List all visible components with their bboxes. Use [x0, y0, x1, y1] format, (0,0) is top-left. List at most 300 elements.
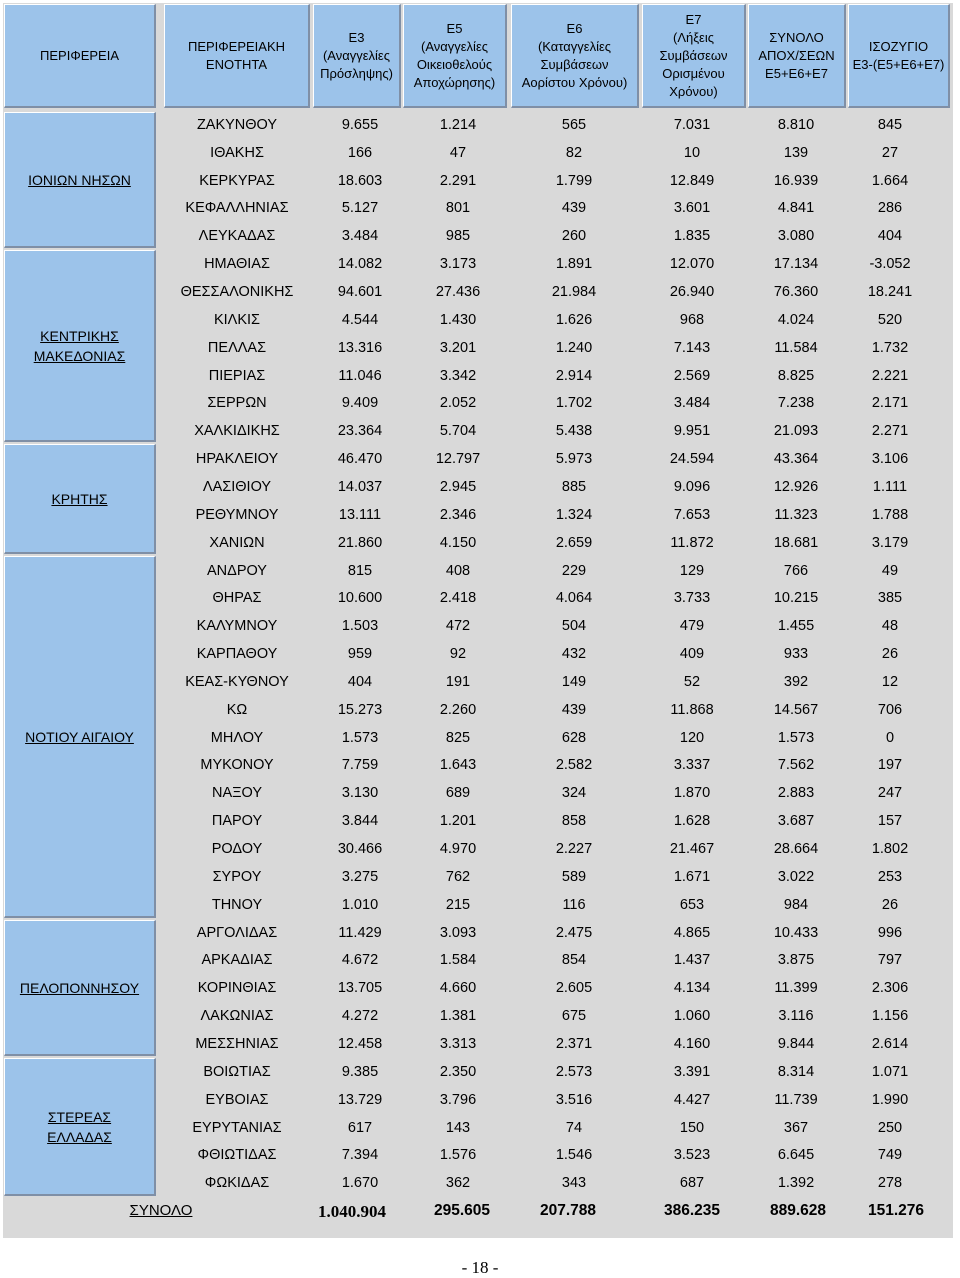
table-cell: 4.134 [673, 980, 711, 997]
unit-name: ΚΕΦΑΛΛΗΝΙΑΣ [185, 200, 289, 217]
unit-name: ΘΕΣΣΑΛΟΝΙΚΗΣ [180, 284, 294, 301]
table-cell: 3.022 [777, 868, 815, 885]
unit-name: ΑΝΔΡΟΥ [207, 562, 267, 579]
table-cell: 6.645 [777, 1147, 815, 1164]
table-cell: 5.438 [555, 423, 593, 440]
table-cell: 3.391 [673, 1063, 711, 1080]
table-cell: 7.031 [673, 116, 711, 133]
table-cell: 116 [562, 896, 586, 913]
table-cell: 21.860 [337, 534, 383, 551]
unit-name: ΧΑΝΙΩΝ [209, 534, 265, 551]
table-cell: 1.702 [555, 395, 593, 412]
table-cell: 1.802 [871, 841, 909, 858]
table-cell: 23.364 [337, 423, 383, 440]
table-cell: 13.705 [337, 980, 383, 997]
table-cell: 11.399 [774, 980, 818, 997]
table-row [160, 501, 950, 529]
table-cell: 4.865 [673, 924, 711, 941]
table-cell: 12.797 [435, 451, 481, 468]
table-cell: 3.484 [673, 395, 711, 412]
table-cell: 253 [877, 868, 903, 885]
unit-name: ΚΩ [226, 701, 248, 718]
table-cell: 2.171 [871, 395, 909, 412]
table-cell: 1.626 [555, 311, 593, 328]
header-cell: ΠΕΡΙΦΕΡΕΙΑΚΗ ΕΝΟΤΗΤΑ [164, 4, 310, 108]
table-row [160, 1030, 950, 1058]
table-cell: 1.799 [555, 172, 593, 189]
region-name: ΚΕΝΤΡΙΚΗΣ ΜΑΚΕΔΟΝΙΑΣ [33, 327, 126, 364]
table-cell: 985 [445, 228, 471, 245]
unit-name: ΚΑΛΥΜΝΟΥ [196, 618, 278, 635]
table-row [160, 473, 950, 501]
table-cell: 21.093 [773, 423, 819, 440]
table-cell: 278 [877, 1175, 903, 1192]
table-cell: 766 [783, 562, 809, 579]
table-cell: 250 [877, 1119, 903, 1136]
table-row [160, 111, 950, 139]
table-cell: 3.106 [871, 451, 909, 468]
unit-name: ΣΥΡΟΥ [212, 868, 262, 885]
table-cell: 10.433 [773, 924, 819, 941]
unit-name: ΝΑΞΟΥ [211, 785, 263, 802]
table-cell: 653 [679, 896, 705, 913]
table-cell: 749 [877, 1147, 903, 1164]
table-cell: 3.080 [777, 228, 815, 245]
table-cell: 3.313 [439, 1035, 477, 1052]
table-cell: 1.990 [871, 1091, 909, 1108]
unit-name: ΛΕΥΚΑΔΑΣ [198, 228, 276, 245]
table-row [160, 250, 950, 278]
table-cell: 4.544 [341, 311, 379, 328]
table-row [160, 612, 950, 640]
total-e5: 295.605 [433, 1202, 491, 1219]
unit-name: ΠΕΛΛΑΣ [207, 339, 267, 356]
table-cell: 1.392 [777, 1175, 815, 1192]
header-cell: Ε3 (Αναγγελίες Πρόσληψης) [313, 4, 401, 108]
table-cell: 82 [565, 144, 583, 161]
table-cell: 11.868 [670, 701, 714, 718]
table-cell: 139 [783, 144, 809, 161]
table-cell: 385 [877, 590, 903, 607]
table-row [160, 334, 950, 362]
table-cell: 157 [877, 813, 903, 830]
table-cell: 3.796 [439, 1091, 477, 1108]
table-cell: 197 [877, 757, 903, 774]
table-cell: 1.584 [439, 952, 477, 969]
table-cell: 3.130 [341, 785, 379, 802]
table-cell: 404 [347, 673, 373, 690]
table-cell: 2.569 [673, 367, 711, 384]
table-cell: 1.891 [555, 256, 593, 273]
table-cell: 1.573 [777, 729, 815, 746]
table-cell: 3.116 [778, 1008, 814, 1025]
table-row [160, 557, 950, 585]
table-cell: 2.346 [439, 506, 477, 523]
table-cell: 1.430 [439, 311, 477, 328]
table-cell: 7.562 [777, 757, 815, 774]
table-cell: 628 [561, 729, 587, 746]
unit-name: ΜΥΚΟΝΟΥ [200, 757, 274, 774]
table-cell: 2.271 [871, 423, 909, 440]
table-cell: 11.046 [338, 367, 382, 384]
table-cell: 3.523 [673, 1147, 711, 1164]
table-row [160, 1086, 950, 1114]
table-cell: 13.729 [337, 1091, 383, 1108]
table-cell: 4.160 [673, 1035, 711, 1052]
table-row [160, 947, 950, 975]
table-cell: 18.603 [337, 172, 383, 189]
table-cell: 7.394 [341, 1147, 379, 1164]
table-cell: 589 [561, 868, 587, 885]
table-cell: 129 [679, 562, 705, 579]
table-cell: 959 [347, 646, 373, 663]
table-cell: 46.470 [337, 451, 383, 468]
table-cell: 1.214 [439, 116, 477, 133]
table-cell: 675 [561, 1008, 587, 1025]
header-cell: Ε5 (Αναγγελίες Οικειοθελούς Αποχώρησης) [403, 4, 507, 108]
total-balance: 151.276 [867, 1202, 925, 1219]
table-cell: 30.466 [337, 841, 383, 858]
table-cell: 885 [561, 478, 587, 495]
unit-name: ΕΥΡΥΤΑΝΙΑΣ [192, 1119, 282, 1136]
table-cell: 2.371 [555, 1035, 593, 1052]
unit-name: ΦΩΚΙΔΑΣ [204, 1175, 270, 1192]
table-cell: 1.060 [673, 1008, 711, 1025]
table-cell: 689 [445, 785, 471, 802]
table-cell: 7.143 [673, 339, 711, 356]
table-cell: 367 [783, 1119, 809, 1136]
table-cell: 472 [445, 618, 471, 635]
table-cell: 324 [561, 785, 587, 802]
table-cell: 984 [783, 896, 809, 913]
header-cell: Ε6 (Καταγγελίες Συμβάσεων Αορίστου Χρόνου) [511, 4, 639, 108]
table-cell: 479 [679, 618, 705, 635]
table-cell: 408 [445, 562, 471, 579]
table-cell: 2.260 [439, 701, 477, 718]
table-cell: 14.037 [337, 478, 383, 495]
table-cell: 11.429 [338, 924, 382, 941]
table-row [160, 362, 950, 390]
table-cell: 845 [877, 116, 903, 133]
table-cell: 9.096 [673, 478, 711, 495]
table-row [160, 919, 950, 947]
table-cell: 1.576 [439, 1147, 477, 1164]
table-cell: 854 [561, 952, 587, 969]
table-cell: 4.841 [777, 200, 815, 217]
table-cell: 260 [561, 228, 587, 245]
table-cell: 3.337 [673, 757, 711, 774]
table-cell: 4.064 [555, 590, 593, 607]
table-cell: 7.238 [777, 395, 815, 412]
table-cell: 52 [683, 673, 701, 690]
table-row [160, 1114, 950, 1142]
unit-name: ΧΑΛΚΙΔΙΚΗΣ [194, 423, 280, 440]
table-cell: 215 [445, 896, 471, 913]
table-cell: 47 [449, 144, 467, 161]
table-cell: 10.600 [337, 590, 383, 607]
unit-name: ΤΗΝΟΥ [211, 896, 263, 913]
table-cell: 1.732 [871, 339, 909, 356]
table-cell: 432 [561, 646, 587, 663]
table-cell: 7.653 [673, 506, 711, 523]
table-cell: 14.567 [773, 701, 819, 718]
table-row [160, 668, 950, 696]
table-cell: 149 [561, 673, 587, 690]
table-cell: 24.594 [669, 451, 715, 468]
table-cell: 1.010 [341, 896, 379, 913]
table-cell: 16.939 [773, 172, 819, 189]
table-cell: 92 [449, 646, 467, 663]
region-cell [4, 920, 156, 1056]
table-cell: 1.670 [341, 1175, 379, 1192]
unit-name: ΚΟΡΙΝΘΙΑΣ [197, 980, 277, 997]
table-row [160, 1002, 950, 1030]
table-cell: 9.951 [673, 423, 711, 440]
region-name: ΙΟΝΙΩΝ ΝΗΣΩΝ [28, 171, 131, 188]
table-cell: 26.940 [669, 284, 715, 301]
table-cell: 13.111 [338, 506, 382, 523]
table-cell: 11.872 [670, 534, 714, 551]
table-cell: 504 [561, 618, 587, 635]
table-cell: 94.601 [337, 284, 383, 301]
unit-name: ΜΕΣΣΗΝΙΑΣ [195, 1035, 279, 1052]
table-cell: 13.316 [337, 339, 383, 356]
table-row [160, 891, 950, 919]
unit-name: ΗΜΑΘΙΑΣ [204, 256, 270, 273]
table-cell: 26 [881, 646, 899, 663]
table-row [160, 139, 950, 167]
unit-name: ΚΑΡΠΑΘΟΥ [196, 646, 278, 663]
table-cell: 2.659 [555, 534, 593, 551]
table-cell: 404 [877, 228, 903, 245]
table-cell: 8.825 [777, 367, 815, 384]
table-cell: 1.643 [439, 757, 477, 774]
total-label: ΣΥΝΟΛΟ [129, 1202, 193, 1219]
table-cell: 2.573 [555, 1063, 593, 1080]
table-cell: 3.844 [341, 813, 379, 830]
table-cell: 12.458 [337, 1035, 383, 1052]
unit-name: ΑΡΚΑΔΙΑΣ [201, 952, 273, 969]
unit-name: ΚΙΛΚΙΣ [213, 311, 261, 328]
table-cell: 1.201 [439, 813, 477, 830]
table-cell: 1.111 [872, 478, 908, 495]
table-cell: 1.503 [341, 618, 379, 635]
table-cell: 617 [347, 1119, 373, 1136]
table-cell: 2.945 [439, 478, 477, 495]
table-row [160, 974, 950, 1002]
table-cell: 3.173 [439, 256, 477, 273]
table-row [160, 752, 950, 780]
unit-name: ΑΡΓΟΛΙΔΑΣ [196, 924, 278, 941]
table-cell: 3.601 [673, 200, 711, 217]
table-row [160, 779, 950, 807]
table-cell: 1.437 [673, 952, 711, 969]
header-cell: Ε7 (Λήξεις Συμβάσεων Ορισμένου Χρόνου) [642, 4, 746, 108]
table-cell: 26 [881, 896, 899, 913]
table-cell: 4.272 [341, 1008, 379, 1025]
table-cell: 1.156 [871, 1008, 909, 1025]
table-cell: 1.324 [555, 506, 593, 523]
region-cell [4, 250, 156, 442]
table-cell: 996 [877, 924, 903, 941]
table-cell: 286 [877, 200, 903, 217]
table-cell: 21.467 [669, 841, 715, 858]
total-e3: 1.040.904 [318, 1202, 386, 1221]
table-cell: 7.759 [341, 757, 379, 774]
unit-name: ΗΡΑΚΛΕΙΟΥ [195, 451, 279, 468]
unit-name: ΡΟΔΟΥ [211, 841, 263, 858]
unit-name: ΠΑΡΟΥ [211, 813, 263, 830]
table-cell: 4.024 [777, 311, 815, 328]
table-cell: 439 [561, 701, 587, 718]
table-cell: 815 [347, 562, 373, 579]
header-cell: ΙΣΟΖΥΓΙΟ Ε3-(Ε5+Ε6+Ε7) [848, 4, 950, 108]
region-name: ΣΤΕΡΕΑΣ ΕΛΛΑΔΑΣ [47, 1108, 112, 1145]
table-cell: 9.655 [341, 116, 379, 133]
unit-name: ΘΗΡΑΣ [212, 590, 262, 607]
table-cell: 28.664 [773, 841, 819, 858]
table-cell: 191 [445, 673, 471, 690]
table-cell: 8.314 [777, 1063, 815, 1080]
table-cell: 12.070 [669, 256, 715, 273]
table-cell: 74 [565, 1119, 583, 1136]
table-cell: 8.810 [777, 116, 815, 133]
unit-name: ΚΕΡΚΥΡΑΣ [199, 172, 275, 189]
table-row [160, 445, 950, 473]
table-cell: 1.628 [673, 813, 711, 830]
table-cell: 18.241 [867, 284, 913, 301]
region-cell [4, 112, 156, 248]
table-cell: 18.681 [773, 534, 819, 551]
region-name: ΝΟΤΙΟΥ ΑΙΓΑΙΟΥ [25, 728, 134, 745]
table-row [160, 807, 950, 835]
table-cell: 2.227 [555, 841, 593, 858]
table-cell: 1.870 [673, 785, 711, 802]
table-row [160, 863, 950, 891]
table-cell: 858 [561, 813, 587, 830]
table-cell: 3.484 [341, 228, 379, 245]
table-cell: 9.385 [341, 1063, 379, 1080]
table-cell: 1.573 [341, 729, 379, 746]
total-e6: 207.788 [539, 1202, 597, 1219]
table-cell: 1.240 [555, 339, 593, 356]
table-cell: 3.179 [871, 534, 909, 551]
table-cell: 12.926 [773, 478, 819, 495]
unit-name: ΚΕΑΣ-ΚΥΘΝΟΥ [185, 673, 289, 690]
table-cell: 5.973 [555, 451, 593, 468]
region-cell [4, 1058, 156, 1196]
table-row [160, 417, 950, 445]
table-cell: 362 [445, 1175, 471, 1192]
table-cell: 12 [881, 673, 899, 690]
table-cell: 801 [445, 200, 471, 217]
table-cell: 2.475 [555, 924, 593, 941]
unit-name: ΖΑΚΥΝΘΟΥ [196, 116, 278, 133]
unit-name: ΣΕΡΡΩΝ [207, 395, 267, 412]
table-cell: 11.584 [774, 339, 818, 356]
table-cell: 27.436 [435, 284, 481, 301]
table-row [160, 696, 950, 724]
table-cell: 11.739 [774, 1091, 818, 1108]
table-cell: 1.455 [777, 618, 815, 635]
header-cell: ΣΥΝΟΛΟ ΑΠΟΧ/ΣΕΩΝ Ε5+Ε6+Ε7 [748, 4, 846, 108]
table-cell: 2.052 [439, 395, 477, 412]
table-cell: 2.418 [439, 590, 477, 607]
table-cell: 120 [679, 729, 705, 746]
table-cell: 4.660 [439, 980, 477, 997]
region-cell [4, 444, 156, 554]
table-cell: 14.082 [337, 256, 383, 273]
table-row [160, 1169, 950, 1197]
total-row [0, 1198, 960, 1228]
unit-name: ΙΘΑΚΗΣ [210, 144, 264, 161]
table-row [160, 640, 950, 668]
table-row [160, 529, 950, 557]
region-name: ΚΡΗΤΗΣ [51, 490, 108, 507]
table-cell: 968 [679, 311, 705, 328]
table-cell: 3.201 [439, 339, 477, 356]
table-cell: 0 [885, 729, 895, 746]
header-cell: ΠΕΡΙΦΕΡΕΙΑ [4, 4, 156, 108]
table-cell: 5.127 [341, 200, 379, 217]
table-cell: 1.835 [673, 228, 711, 245]
table-cell: 520 [877, 311, 903, 328]
table-cell: 2.291 [439, 172, 477, 189]
table-row [160, 222, 950, 250]
table-cell: 11.323 [774, 506, 818, 523]
table-row [160, 306, 950, 334]
table-cell: 143 [445, 1119, 471, 1136]
table-cell: 3.875 [777, 952, 815, 969]
unit-name: ΠΙΕΡΙΑΣ [208, 367, 266, 384]
table-cell: 3.342 [439, 367, 477, 384]
table-cell: 1.381 [439, 1008, 477, 1025]
table-cell: 76.360 [773, 284, 819, 301]
table-row [160, 1141, 950, 1169]
table-cell: 3.093 [439, 924, 477, 941]
table-cell: 1.546 [555, 1147, 593, 1164]
table-cell: 1.664 [871, 172, 909, 189]
table-cell: 392 [783, 673, 809, 690]
table-cell: 27 [881, 144, 899, 161]
total-sum: 889.628 [769, 1202, 827, 1219]
table-cell: 825 [445, 729, 471, 746]
table-cell: 4.970 [439, 841, 477, 858]
table-cell: 43.364 [773, 451, 819, 468]
table-cell: -3.052 [869, 256, 911, 273]
table-cell: 48 [881, 618, 899, 635]
table-row [160, 835, 950, 863]
unit-name: ΦΘΙΩΤΙΔΑΣ [197, 1147, 277, 1164]
unit-name: ΛΑΣΙΘΙΟΥ [202, 478, 272, 495]
table-cell: 4.672 [341, 952, 379, 969]
table-cell: 1.071 [871, 1063, 909, 1080]
table-cell: 10.215 [773, 590, 819, 607]
unit-name: ΕΥΒΟΙΑΣ [205, 1091, 269, 1108]
table-cell: 150 [679, 1119, 705, 1136]
table-cell: 247 [877, 785, 903, 802]
table-cell: 4.427 [673, 1091, 711, 1108]
table-cell: 762 [445, 868, 471, 885]
table-cell: 10 [683, 144, 701, 161]
table-cell: 9.844 [777, 1035, 815, 1052]
table-cell: 2.350 [439, 1063, 477, 1080]
table-cell: 5.704 [439, 423, 477, 440]
table-cell: 3.516 [555, 1091, 593, 1108]
table-cell: 1.788 [871, 506, 909, 523]
table-cell: 2.221 [871, 367, 909, 384]
table-cell: 2.306 [871, 980, 909, 997]
